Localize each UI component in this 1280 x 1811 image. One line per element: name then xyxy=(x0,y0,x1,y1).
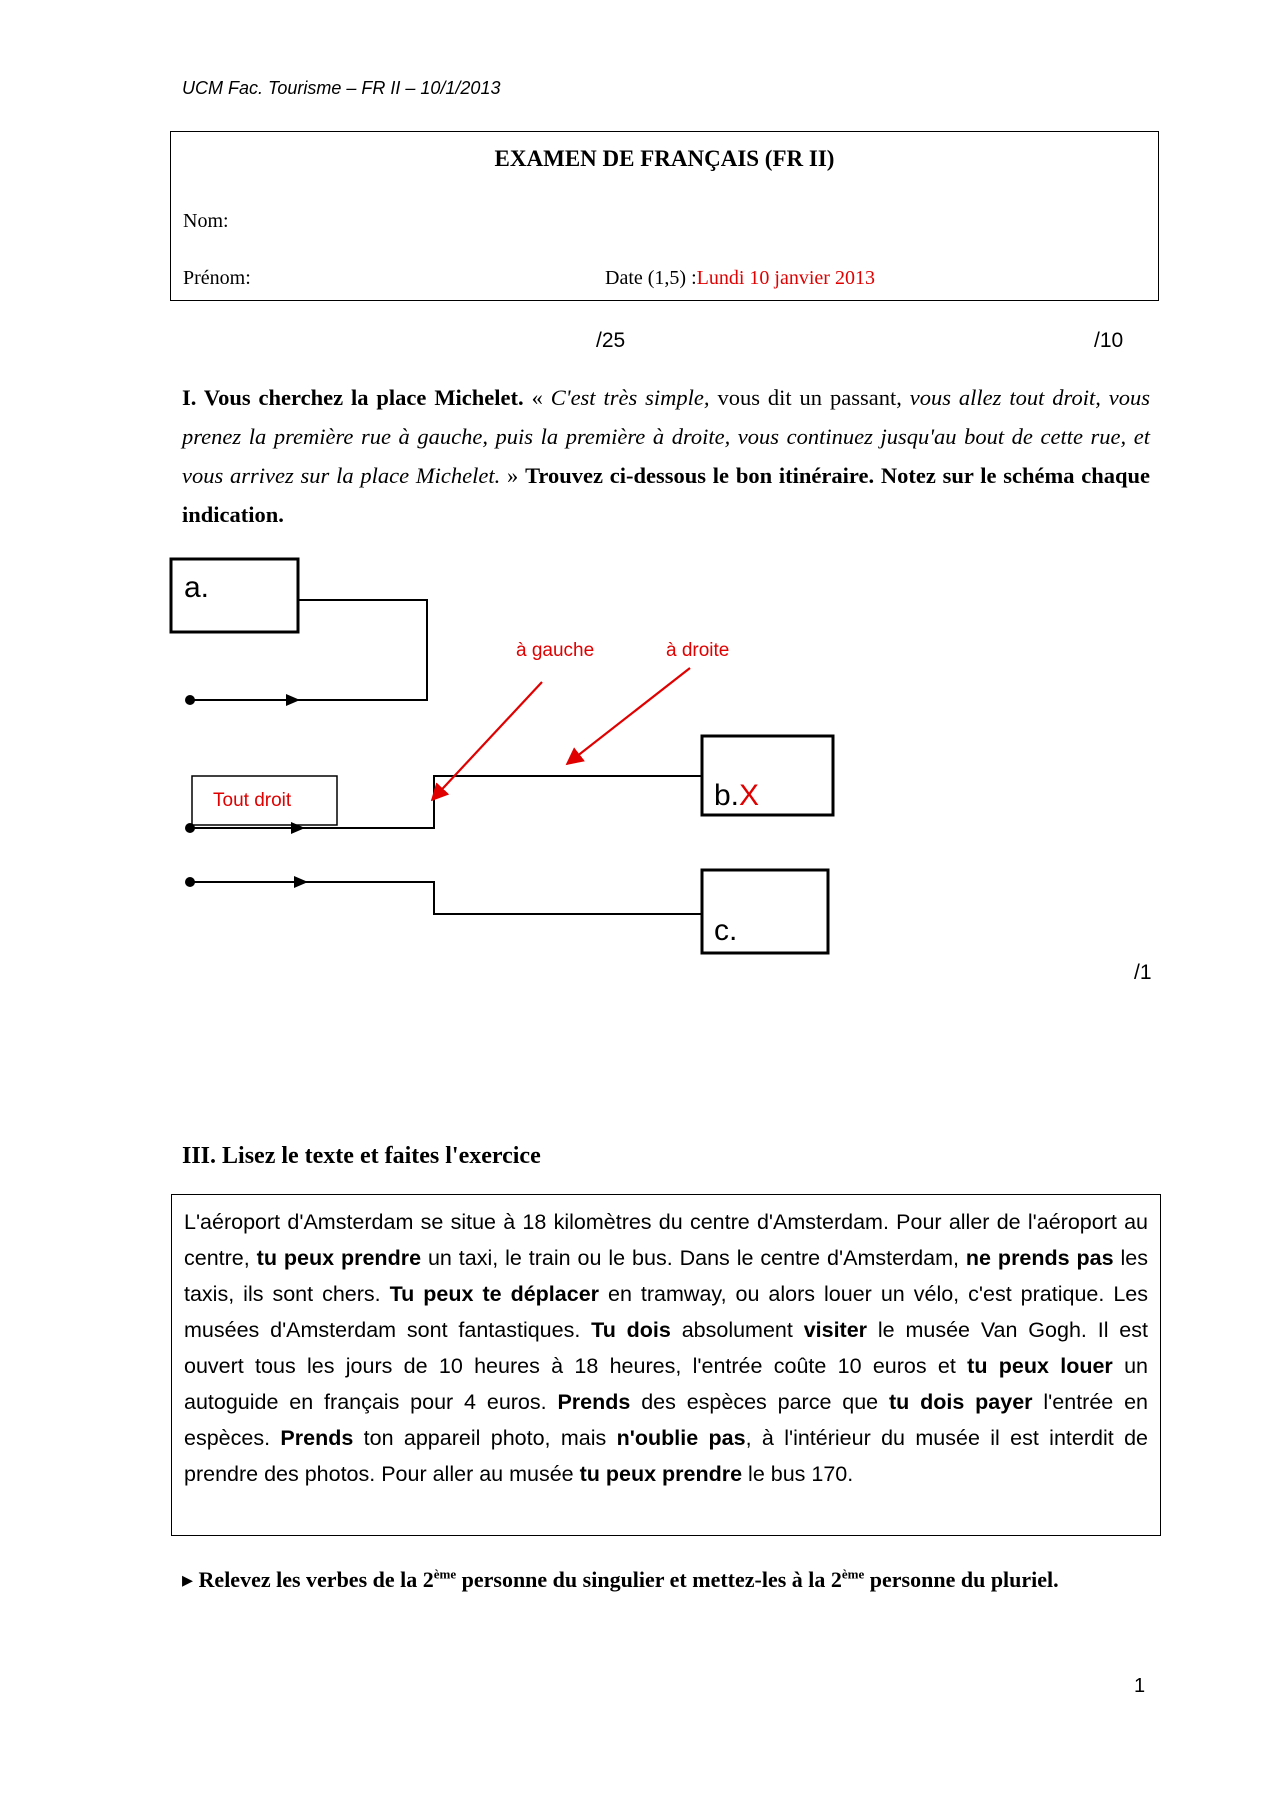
instruction-part3: personne du pluriel. xyxy=(864,1567,1059,1592)
highlighted-verb: Prends xyxy=(280,1426,354,1450)
text-segment: absolument xyxy=(670,1318,804,1342)
text-segment: un taxi, le train ou le bus. Dans le centre d'Amsterdam, xyxy=(421,1246,966,1270)
text-segment: , à l'intérieur du musée il est interdit de prendre des photos. Pour aller au musée xyxy=(184,1426,1148,1486)
text-segment: des espèces parce que xyxy=(630,1390,889,1414)
route-c-line xyxy=(190,882,702,914)
label-a-gauche: à gauche xyxy=(516,640,595,661)
text-segment: en tramway, ou alors louer un vélo, c'est pratique. Les musées d'Amsterdam sont fantastiques. xyxy=(184,1282,1148,1342)
route-c-arrowhead xyxy=(294,876,308,888)
instruction-part1: Relevez les verbes de la 2 xyxy=(198,1567,434,1592)
box-b-label: b. xyxy=(714,779,740,812)
date-value: Lundi 10 janvier 2013 xyxy=(696,267,875,289)
highlighted-verb: tu peux prendre xyxy=(579,1462,743,1486)
highlighted-verb: tu dois payer xyxy=(888,1390,1033,1414)
highlighted-verb: Tu dois xyxy=(591,1318,671,1342)
route-a xyxy=(171,559,427,706)
box-b-mark: X xyxy=(739,779,760,812)
score-section1: /10 xyxy=(1094,329,1124,352)
exam-title: EXAMEN DE FRANÇAIS (FR II) xyxy=(494,146,835,171)
box-b-text xyxy=(714,779,759,812)
route-b xyxy=(185,736,833,834)
amsterdam-text-box xyxy=(171,1194,1161,1536)
box-c-label: c. xyxy=(714,914,738,947)
quote-mid: vous dit un passant, xyxy=(717,385,902,410)
bullet-icon: ▸ xyxy=(182,1567,194,1592)
exercise1-lead: I. Vous cherchez la place Michelet. xyxy=(182,385,524,410)
instruction-sup1: ème xyxy=(433,1566,457,1582)
page-number: 1 xyxy=(1134,1675,1146,1697)
tout-droit-label: Tout droit xyxy=(213,790,292,811)
instruction-sup2: ème xyxy=(841,1566,865,1582)
exercise3-title: III. Lisez le texte et faites l'exercice xyxy=(182,1143,541,1169)
highlighted-verb: Prends xyxy=(557,1390,631,1414)
prenom-label: Prénom: xyxy=(183,267,251,289)
instruction-part2: personne du singulier et mettez-les à la 2 xyxy=(456,1567,842,1592)
quote-part2: vous allez tout droit, vous prenez la première rue à gauche, puis la première à droite, vous continuez jusqu'au bout de cette rue, et vous arrivez sur la place Michelet. xyxy=(182,385,1150,488)
highlighted-verb: Tu peux te déplacer xyxy=(389,1282,600,1306)
nom-label: Nom: xyxy=(183,210,229,232)
exercise3-instruction xyxy=(182,1560,1150,1600)
highlighted-verb: n'oublie pas xyxy=(616,1426,746,1450)
text-segment: ton appareil photo, mais xyxy=(353,1426,617,1450)
label-a-droite: à droite xyxy=(666,640,730,661)
date-label: Date (1,5) : xyxy=(605,267,697,289)
highlighted-verb: visiter xyxy=(803,1318,868,1342)
score-total: /25 xyxy=(596,329,626,352)
route-b-arrowhead xyxy=(291,822,305,834)
text-segment: L'aéroport d'Amsterdam se situe à 18 kilomètres du centre d'Amsterdam. Pour aller de l'aéroport au centre, xyxy=(184,1210,1148,1270)
exercise1-instruction: Trouvez ci-dessous le bon itinéraire. Notez sur le schéma chaque indication. xyxy=(182,463,1151,527)
text-segment: les taxis, ils sont chers. xyxy=(184,1246,1148,1306)
text-segment: le musée Van Gogh. Il est ouvert tous les jours de 10 heures à 18 heures, l'entrée coûte 10 euros et xyxy=(184,1318,1148,1378)
page-header: UCM Fac. Tourisme – FR II – 10/1/2013 xyxy=(182,78,501,98)
route-c xyxy=(185,870,828,953)
arrow-a-droite xyxy=(567,668,690,764)
open-quote: « xyxy=(531,385,543,410)
box-a-label: a. xyxy=(184,571,210,604)
highlighted-verb: tu peux prendre xyxy=(256,1246,422,1270)
quote-part1: C'est très simple, xyxy=(550,385,710,410)
route-c-start-dot xyxy=(185,877,195,887)
text-segment: un autoguide en français pour 4 euros. xyxy=(184,1354,1149,1414)
highlighted-verb: tu peux louer xyxy=(967,1354,1113,1378)
highlighted-verb: ne prends pas xyxy=(965,1246,1114,1270)
route-a-start-dot xyxy=(185,695,195,705)
score-diagram: /1 xyxy=(1134,961,1152,984)
text-segment: le bus 170. xyxy=(742,1462,854,1486)
arrow-a-gauche xyxy=(432,682,542,800)
text-segment: l'entrée en espèces. xyxy=(184,1390,1148,1450)
close-quote: » xyxy=(507,463,519,488)
route-a-arrowhead xyxy=(286,694,300,706)
